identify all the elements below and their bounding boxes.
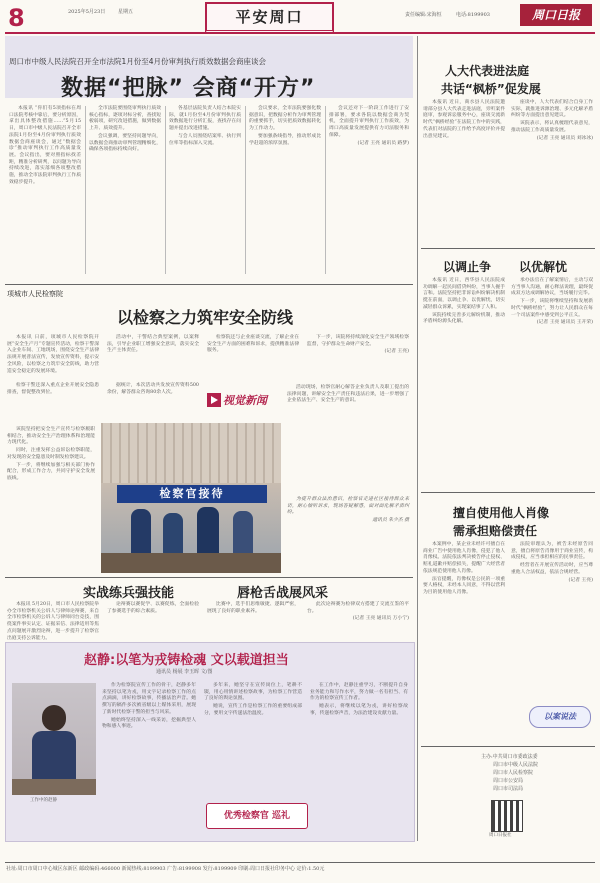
story3-text: 本报讯 5月20日，周口市人民检察院举办全市检察机关公诉人与律师论辩赛，来自全市检察机关的公诉人与律师同台竞技，围绕案件事实认定、证据采信、法律适用等焦点问题展开激烈论辩，进一步提升了检察官出庭支持公诉能力。 xyxy=(7,602,99,641)
masthead-line4: 周口市公安局 xyxy=(493,778,524,784)
phone-line: 电话:8199903 xyxy=(456,12,490,18)
story2-byline: (记者 王亮) xyxy=(384,349,409,355)
profile-desk xyxy=(12,779,96,795)
story2-extra-col: 该院坚持把安全生产宣传与检察履职相结合，推动安全生产治理体系和治理能力现代化。 同时，注重发挥公益诉讼检察职能，对发现的安全隐患及时制发检察建议。 下一步，将继续加强与相关部门协作配合，形成工作合力，共同守护安全发展底线。 xyxy=(7,427,95,481)
separator xyxy=(421,492,595,493)
story3-col2: 论辩赛以赛促学、以赛促练，全面检验了参赛选手的综合素质。 xyxy=(107,602,199,614)
main-divider xyxy=(417,36,418,841)
footer-info: 社址:周口市周口中心城区东新区 邮政编码:466000 新闻热线:8199903 广告:8199908 发行:8199909 印刷:周口日报社印务中心 定价:1.50元 xyxy=(6,866,325,872)
photo-desk xyxy=(101,553,281,573)
banner-text: 检察官接待 xyxy=(159,487,225,500)
video-caption xyxy=(287,497,409,567)
masthead-line3: 周口市人民检察院 xyxy=(493,770,534,776)
issue-weekday: 星期五 xyxy=(118,9,134,15)
story2-col4: 下一步，该院将持续深化安全生产领域检察监督，守护群众生命财产安全。 (记者 王亮) xyxy=(307,335,409,355)
photo-person xyxy=(197,507,219,559)
story3-title-2: 唇枪舌战展风采 xyxy=(237,586,329,601)
right2-col1: 本报讯 近日，西华县人民法院成功调解一起民间借贷纠纷，当事人握手言和。法院坚持把非诉讼纠纷解决机制挺在前面，以调止争、以优解忧，切实减轻群众诉累，实现案结事了人和。 该院持续完善多元解纷机制，推动矛盾纠纷源头化解。 xyxy=(423,278,505,325)
story1-body-col3: 各基层法院负责人结合本院实际，就1月份至4月份审判执行质效数据进行分析汇报，查找存在问题并提出改进措施。 与会人员围绕结案率、执行到位率等指标深入交流。 xyxy=(169,106,241,146)
section-title: 平安周口 xyxy=(235,8,304,26)
story2-col3: 检察院还与企业座谈交流，了解企业在安全生产方面的困难和诉求，提供精准法律服务。 xyxy=(207,335,299,354)
masthead-line2: 周口市中级人民法院 xyxy=(493,762,539,768)
right-story2 xyxy=(421,250,595,490)
story3-title-1: 实战练兵强技能 xyxy=(83,586,175,601)
story3-byline: (记者 王亮 通讯员 万小宁) xyxy=(352,616,409,622)
qr-code xyxy=(491,800,523,832)
photo-person xyxy=(233,511,253,559)
section-banner xyxy=(205,2,334,34)
video-credit: 通讯员 朱少杰 摄 xyxy=(372,518,409,524)
story2-col1 xyxy=(7,335,99,379)
masthead xyxy=(421,750,595,840)
story3-col3: 比赛中，选手们思维敏捷、逻辑严密，展现了良好的职业素养。 xyxy=(207,602,299,614)
story2-title: 以检察之力筑牢安全防线 xyxy=(117,308,294,327)
right2-text: 本报讯 近日，西华县人民法院成功调解一起民间借贷纠纷，当事人握手言和。法院坚持把非诉讼纠纷解决机制挺在前面，以调止争、以优解忧，切实减轻群众诉累，实现案结事了人和。 xyxy=(423,278,505,310)
story1-text: 本报讯 “你们有5项指标在周口法院考核中靠后，要分析原因，拿出具体整改措施……”5月15日，周口市中级人民法院召开全市法院1月份至4月份审判执行质效数据会商座谈会，通过“数据会诊”推动审判执行工作高质量发展。会议指出，要对照指标找差距，精准分析研判，以问题为导向持续改进，落实落细各项整改措施，推动全市法院审判执行工作质效稳步提升。 xyxy=(9,106,81,185)
right1-col2: 座谈中，人大代表们结合自身工作实际，就推进诉源治理、多元化解矛盾纠纷等方面提出意见建议。 该院表示，将认真梳理代表意见，推动法院工作高质量发展。 (记者 王亮 通讯员 刘冰冰) xyxy=(511,100,593,141)
masthead-line1: 主办:中共周口市委政法委 xyxy=(481,754,538,760)
right2-title-2: 以优解忧 xyxy=(519,260,568,274)
right3-byline: (记者 王亮) xyxy=(568,577,593,583)
video-photo xyxy=(101,423,281,573)
separator xyxy=(5,284,413,285)
story4-col2: 多年来，她坚守在宣传岗位上，笔耕不辍，用心用情讲述检察故事，为检察工作营造了良好的舆论氛围。 她说，宣传工作是检察工作的重要组成部分，要用文字传递法治温度。 xyxy=(204,683,302,716)
story1-byline: (记者 王亮 通讯员 路梦) xyxy=(357,140,409,146)
story1-title: 数据“把脉” 会商“开方” xyxy=(61,76,316,101)
story1-body-col4: 会议要求，全市法院要强化数据意识，把数据分析作为审判管理的重要抓手，切实把质效数据转化为工作动力。 要加强条线指导，推动形成比学赶超的浓厚氛围。 xyxy=(249,106,321,146)
story2-right-col: 活动现场，检察官耐心解答企业负责人及职工提出的法律问题，讲解安全生产责任和违法后果，进一步增强了企业依法生产、安全生产的意识。 xyxy=(287,385,409,404)
story2-kicker: 项城市人民检察院 xyxy=(7,290,63,298)
profile-person-body xyxy=(32,731,76,781)
story-debate xyxy=(5,580,413,640)
column-divider xyxy=(325,106,326,274)
case-stamp xyxy=(529,706,591,728)
right1-byline: (记者 王亮 通讯员 刘冰冰) xyxy=(536,135,593,141)
page-number: 8 xyxy=(8,4,25,32)
photo-banner xyxy=(117,485,267,503)
video-label xyxy=(205,385,275,417)
right3-col1: 本案例中，某企业未经许可擅自在商业广告中使用他人肖像，侵犯了他人肖像权。法院依法判决被告停止侵权、赔礼道歉并赔偿损失，提醒广大经营者依法规范使用他人肖像。 法官提醒，肖像权是公民的一项重要人格权，未经本人同意，不得以营利为目的使用他人肖像。 xyxy=(423,542,505,595)
column-divider xyxy=(85,106,86,274)
issue-date: 2025年5月23日 xyxy=(68,9,106,15)
right1-title-2: 共话“枫桥”促发展 xyxy=(441,82,541,96)
story2-lower-col2: 据统计，本次活动共发放宣传资料500余份，解答群众咨询80余人次。 xyxy=(107,383,199,395)
story1-body-col2: 全市法院要围绕审判执行质效核心指标，逐项对标分析，查找短板弱项，研究改进措施，做到数据上升、质效提升。 会议强调，要坚持问题导向，以数据会商推动审判管理精细化，确保各项指标持续向好。 xyxy=(89,106,161,153)
video-caption-text: 为提升群众法治意识，检察官走进社区接待群众来访，耐心倾听诉求，现场答疑解惑，面对面化解矛盾纠纷。 xyxy=(287,497,409,516)
story1-kicker: 周口市中级人民法院召开全市法院1月份至4月份审判执行质效数据会商座谈会 xyxy=(9,57,267,66)
story4-text: 作为检察院宣传工作的骨干，赵静多年来坚持以笔为戎，用文字记录检察工作的点点滴滴，讲好检察故事，传播法治声音。她撰写的稿件多次被省级以上媒体采用，展现了新时代检察干警的担当与风采。 xyxy=(102,683,196,715)
video-label-text: 视觉新闻 xyxy=(223,394,267,407)
footer-banner xyxy=(206,803,308,829)
right1-title-1: 人大代表进法庭 xyxy=(445,64,530,78)
header-rule xyxy=(5,32,595,34)
right-story3 xyxy=(421,494,595,744)
story3-col1 xyxy=(7,602,99,641)
story2-col2: 活动中，干警结合典型案例，以案释法，引导企业职工增强安全意识，落实安全生产主体责任。 xyxy=(107,335,199,354)
header xyxy=(0,0,600,34)
story-profile xyxy=(5,642,415,842)
right1-text: 本报讯 近日，商水县人民法院邀请部分县人大代表走进法庭，旁听案件庭审，参观诉讼服务中心，座谈交流新时代“枫桥经验”在法院工作中的实践，代表们对法院的工作给予高度评价并提出意见建议。 xyxy=(423,100,505,139)
newspaper-logo: 周口日报 xyxy=(520,4,592,26)
separator xyxy=(421,248,595,249)
right3-col2: 法院审理认为，被告未经原告同意，擅自将原告肖像用于商业宣传，构成侵权，应当承担相应的民事责任。 经营者在开展宣传活动时，应当尊重他人合法权益，依法合规经营。 (记者 王亮) xyxy=(511,542,593,583)
story1-body-col1 xyxy=(9,106,81,274)
separator xyxy=(421,746,595,747)
masthead-publisher: 周口日报社 xyxy=(489,833,512,838)
story1-body-col5: 会议还对下一阶段工作进行了安排部署，要求各院以数据会商为契机，全面提升审判执行工作质效，为周口高质量发展提供有力司法服务和保障。 (记者 王亮 通讯员 路梦) xyxy=(329,106,409,146)
right3-text: 本案例中，某企业未经许可擅自在商业广告中使用他人肖像，侵犯了他人肖像权。法院依法判决被告停止侵权、赔礼道歉并赔偿损失，提醒广大经营者依法规范使用他人肖像。 xyxy=(423,542,505,574)
story2-lower-col1: 检察干警还深入重点企业开展安全隐患排查，督促整改到位。 xyxy=(7,383,99,395)
right2-col2: 承办法官在了解案情后，主动与双方当事人沟通，耐心释法说理，最终促成双方达成调解协议，当场履行完毕。 下一步，该院将继续坚持和发展新时代“枫桥经验”，努力让人民群众在每一个司法案件中感受到公平正义。 (记者 王亮 通讯员 王开荣) xyxy=(511,278,593,326)
story4-col1: 作为检察院宣传工作的骨干，赵静多年来坚持以笔为戎，用文字记录检察工作的点点滴滴，讲好检察故事，传播法治声音。她撰写的稿件多次被省级以上媒体采用，展现了新时代检察干警的担当与风采。 她始终坚持深入一线采访，挖掘典型人物和感人事迹。 xyxy=(102,683,196,730)
story4-title: 赵静:以笔为戎铸检魂 文以载道担当 xyxy=(84,653,289,668)
profile-photo-caption: 工作中的赵静 xyxy=(30,798,57,803)
footer-banner-text: 优秀检察官 巡礼 xyxy=(223,811,291,821)
right2-title-1: 以调止争 xyxy=(443,260,492,274)
photo-person xyxy=(131,509,151,559)
masthead-line5: 周口市司法局 xyxy=(493,786,524,792)
column-divider xyxy=(245,106,246,274)
right3-title-1: 擅自使用他人肖像 xyxy=(453,506,550,520)
right3-title-2: 需承担赔偿责任 xyxy=(453,524,538,538)
right-story1 xyxy=(421,36,595,246)
case-stamp-text: 以案说法 xyxy=(544,712,576,721)
story-court-data xyxy=(5,36,413,282)
separator xyxy=(5,577,413,578)
right1-col1 xyxy=(423,100,505,240)
column-divider xyxy=(165,106,166,274)
profile-person-head xyxy=(42,705,66,731)
story3-col4: 此次论辩赛为检律双方搭建了交流互鉴的平台。 (记者 王亮 通讯员 万小宁) xyxy=(307,602,409,622)
profile-photo xyxy=(12,683,96,795)
footer-rule xyxy=(5,862,595,863)
editor-line: 责任编辑:宋海恒 xyxy=(405,12,442,18)
story4-col3: 在工作中，赵静注重学习，不断提升自身业务能力和写作水平，努力做一名有担当、有作为的检察宣传工作者。 她表示，将继续以笔为戎，讲好检察故事，传递检察声音，为法治建设贡献力量。 xyxy=(310,683,408,716)
story2-text: 本报讯 日前，项城市人民检察院开展“安全生产月”专题宣传活动，检察干警深入企业车间、工地现场，围绕安全生产法律法规开展普法宣传，发放宣传资料，提示安全风险，以检察之力筑牢安全防线，助力营造安全稳定的发展环境。 xyxy=(7,335,99,374)
story-safety xyxy=(5,287,413,575)
story4-byline: 通讯员 杨展 李玉晖 文/图 xyxy=(156,669,213,675)
photo-wall xyxy=(101,423,281,483)
right2-byline: (记者 王亮 通讯员 王开荣) xyxy=(536,320,593,326)
